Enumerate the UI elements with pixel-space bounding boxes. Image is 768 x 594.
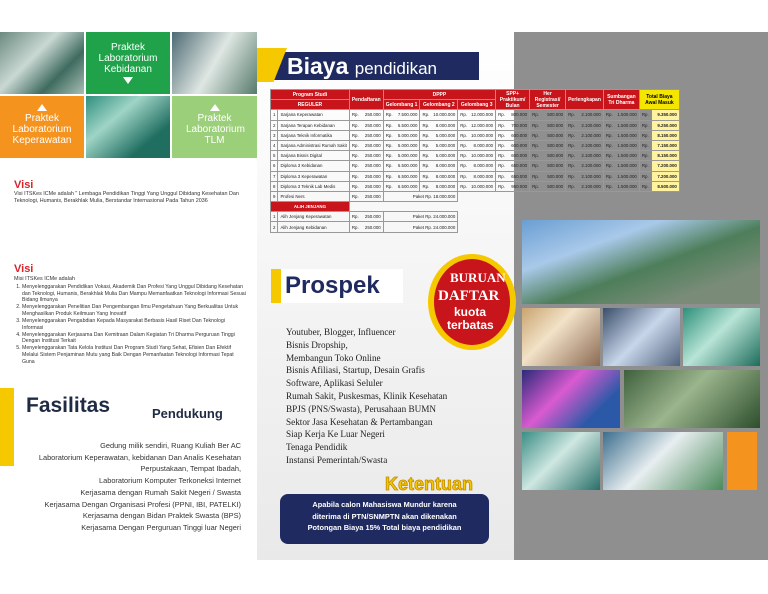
rp-label: Rp. [383,110,395,120]
arrow-down-icon [123,77,133,84]
fasilitas-item: Kerjasama dengan Rumah Sakit Negeri / Swasta [80,487,241,497]
table-row [271,171,680,181]
prospek-item: Tenaga Pendidik [286,442,348,453]
perlengkapan-value: 2.100.000 [578,171,604,181]
th-gel2: Gelombang 2 [420,100,458,110]
row-number: 8 [271,181,278,191]
rp-label: Rp. [349,191,361,201]
biaya-title [287,53,437,80]
kuota-text: kuota [454,305,487,319]
prospek-item: BPJS (PNS/Swasta), Perusahaan BUMN [286,403,437,414]
orange-accent [727,432,757,490]
fasilitas-item: Perpustakaan, Tempat Ibadah, [140,464,241,474]
spp-value: 650.000 [508,171,530,181]
misi-title: Visi [14,263,34,275]
event-photo [522,370,620,428]
fasilitas-item: Gedung milik sendiri, Ruang Kuliah Ber AC [100,441,241,450]
student-photo-2 [603,308,680,366]
program-name: Diploma 3 Keperawatan [278,171,349,181]
rp-label: Rp. [458,120,469,130]
lab-photo-2 [172,32,257,94]
table-row [271,140,680,150]
rp-label: Rp. [420,161,431,171]
rp-label: Rp. [420,140,431,150]
pendaftaran-value: 250.000 [361,171,383,181]
row-number: 4 [271,140,278,150]
student-photo-3 [683,308,760,366]
rp-label: Rp. [349,130,361,140]
rp-label: Rp. [603,181,615,191]
tri-dharma-value: 1.500.000 [615,120,639,130]
spp-value: 950.000 [508,181,530,191]
spp-value: 800.000 [508,110,530,120]
rp-label: Rp. [349,110,361,120]
prospek-item: Youtuber, Blogger, Influencer [286,327,396,337]
gelombang1-value: 6.500.000 [395,120,420,130]
spp-value: 600.000 [508,130,530,140]
rp-label: Rp. [603,120,615,130]
prospek-item: Siap Kerja Ke Luar Negeri [286,429,385,440]
misi-item: 4. Menyelenggarakan Kerjasama Dan Kemitraan Dalam Kegiatan Tri Dharma Perguruan Tinggi Dengan Institusi Terkait [22,332,246,345]
prospek-title: Prospek [285,272,380,299]
rp-label: Rp. [458,140,469,150]
perlengkapan-value: 2.100.000 [578,120,604,130]
perlengkapan-value: 2.100.000 [578,140,604,150]
perlengkapan-value: 2.100.000 [578,130,604,140]
paket-value: Paket Rp. 18.000.000 [383,191,458,201]
rp-label: Rp. [603,151,615,161]
fee-table-body [271,110,680,232]
total-value: 7.200.000 [652,161,679,171]
ketentuan-line: Potongan Biaya 15% Total biaya pendidikan [307,523,462,532]
misi-item: 2. Menyelenggarakan Penelitian Dan Pengembangan Ilmu Pengetahuan Yang Berkualitas Untuk Menghasilkan Produk Keilmuan Yang Inovatif [22,304,246,317]
rp-label: Rp. [383,161,395,171]
fasilitas-item: Laboratorium Keperawatan, kebidanan Dan Analis Kesehatan [38,452,241,462]
gelombang3-value: 10.000.000 [469,181,495,191]
table-row [271,110,680,120]
her-value: 500.000 [542,161,565,171]
her-value: 500.000 [542,140,565,150]
rp-label: Rp. [458,110,469,120]
program-name: Diploma 3 Kebidanan [278,161,349,171]
rp-label: Rp. [349,212,361,222]
gelombang1-value: 6.500.000 [395,181,420,191]
rp-label: Rp. [566,140,578,150]
total-value: 7.150.000 [652,140,679,150]
tri-dharma-value: 1.500.000 [615,161,639,171]
rp-label: Rp. [603,130,615,140]
arrow-up-icon [210,104,220,111]
rp-label: Rp. [349,151,361,161]
rp-label: Rp. [530,171,543,181]
gelombang2-value: 5.000.000 [431,140,457,150]
row-number: 6 [271,161,278,171]
her-value: 500.000 [542,151,565,161]
row-number: 9 [271,191,278,201]
rp-label: Rp. [496,110,508,120]
gelombang3-value: 12.000.000 [469,120,495,130]
alih-jenjang-label: ALIH JENJANG [271,202,350,212]
her-value: 500.000 [542,120,565,130]
rp-label: Rp. [603,140,615,150]
gelombang2-value: 10.000.000 [431,110,457,120]
rp-label: Rp. [349,171,361,181]
fasilitas-item: Laboratorium Komputer Terkoneksi Internet [98,476,241,486]
gelombang2-value: 8.000.000 [431,181,457,191]
th-her: Her Registrasi/ Semester [530,90,566,110]
rp-label: Rp. [383,151,395,161]
th-sumbangan: Sumbangan Tri Dharma [603,90,639,110]
misi-item: 1. Menyelenggarakan Pendidikan Vokasi, Akademik Dan Profesi Yang Unggul Dibidang Kesehatan dan Teknologi, Humanis, Berakhlak Mulia Dan Mampu Memanfaatkan Teknologi Informasi Sesuai Bidang Ilmunya [22,284,246,304]
prospek-item: Rumah Sakit, Puskesmas, Klinik Kesehatan [286,390,448,401]
tri-dharma-value: 1.500.000 [615,151,639,161]
program-name: Sarjana Terapan Kebidanan [278,120,349,130]
rp-label: Rp. [639,151,652,161]
th-program: Program Studi [271,90,350,100]
spp-value: 600.000 [508,140,530,150]
rp-label: Rp. [566,120,578,130]
rp-label: Rp. [349,181,361,191]
rp-label: Rp. [603,161,615,171]
row-number: 3 [271,130,278,140]
prospek-list [286,326,447,467]
rp-label: Rp. [383,120,395,130]
th-perlengkapan: Perlengkapan [566,90,604,110]
fasilitas-title: Fasilitas [26,394,111,417]
gelombang3-value: 8.000.000 [469,161,495,171]
pendaftaran-value: 250.000 [361,140,383,150]
table-row [271,181,680,191]
gelombang3-value: 10.000.000 [469,151,495,161]
program-name: Alih Jenjang Kebidanan [278,222,349,232]
gelombang3-value: 10.000.000 [469,130,495,140]
program-name: Diploma 3 Teknik Lab Medis [278,181,349,191]
rp-label: Rp. [603,110,615,120]
tile-praktek-tlm [172,96,257,158]
rp-label: Rp. [496,151,508,161]
rp-label: Rp. [458,171,469,181]
gelombang2-value: 5.000.000 [431,130,457,140]
ketentuan-box [280,494,489,544]
rp-label: Rp. [420,181,431,191]
lab-photo-4 [522,432,600,490]
pendaftaran-value: 250.000 [361,130,383,140]
left-panel [0,32,257,560]
pendukung-title: Pendukung [152,406,223,421]
tile-praktek-tlm-label: Praktek Laboratorium TLM [186,113,245,146]
program-name: Sarjana Administrasi Rumah Sakit [278,140,349,150]
rp-label: Rp. [530,140,543,150]
fee-table [270,89,680,233]
her-value: 500.000 [542,181,565,191]
rp-label: Rp. [530,151,543,161]
perlengkapan-value: 2.100.000 [578,161,604,171]
rp-label: Rp. [496,181,508,191]
pendaftaran-value: 250.000 [361,212,383,222]
rp-label: Rp. [530,120,543,130]
program-name: Alih Jenjang Keperawatan [278,212,349,222]
rp-label: Rp. [458,181,469,191]
prospek-item: Software, Aplikasi Seluler [286,378,383,389]
rp-label: Rp. [566,171,578,181]
gelombang2-value: 8.000.000 [431,171,457,181]
th-reguler: REGULER [271,100,350,110]
rp-label: Rp. [639,171,652,181]
rp-label: Rp. [566,130,578,140]
gelombang1-value: 6.500.000 [395,171,420,181]
table-row [271,191,680,201]
pendaftaran-value: 250.000 [361,151,383,161]
rp-label: Rp. [420,110,431,120]
table-row [271,120,680,130]
fasilitas-item: Kerjasama dengan Bidan Praktek Swasta (BPS) [82,511,241,521]
rp-label: Rp. [383,140,395,150]
program-name: Sarjana Keperawatan [278,110,349,120]
tri-dharma-value: 1.500.000 [615,171,639,181]
table-row [271,222,680,232]
total-value: 8.150.000 [652,151,679,161]
program-name: Sarjana Teknik Informatika [278,130,349,140]
ketentuan-title: Ketentuan [385,474,474,494]
visi-title: Visi [14,179,34,191]
rp-label: Rp. [496,171,508,181]
her-value: 500.000 [542,171,565,181]
rp-label: Rp. [420,171,431,181]
rp-label: Rp. [639,181,652,191]
buruan-text: BURUAN [450,270,506,285]
tri-dharma-value: 1.500.000 [615,130,639,140]
pendaftaran-value: 250.000 [361,110,383,120]
gelombang1-value: 5.000.000 [395,130,420,140]
rp-label: Rp. [458,151,469,161]
paket-value: Paket Rp. 24.000.000 [383,222,458,232]
gelombang1-value: 5.000.000 [395,140,420,150]
gelombang1-value: 6.500.000 [395,161,420,171]
rp-label: Rp. [349,120,361,130]
table-row [271,212,680,222]
ketentuan-line: Apabila calon Mahasiswa Mundur karena [312,500,457,509]
prospek-item: Sektor Jasa Kesehatan & Pertambangan [286,416,433,427]
total-value: 8.150.000 [652,130,679,140]
student-photo-1 [522,308,600,366]
th-gel1: Gelombang 1 [383,100,420,110]
rp-label: Rp. [639,110,652,120]
th-total: Total Biaya Awal Masuk [639,90,679,110]
rp-label: Rp. [458,161,469,171]
rp-label: Rp. [349,140,361,150]
rp-label: Rp. [420,130,431,140]
rp-label: Rp. [496,161,508,171]
tri-dharma-value: 1.500.000 [615,140,639,150]
biaya-title-main: Biaya [287,53,349,79]
rp-label: Rp. [496,140,508,150]
tile-praktek-kebidanan-label: Praktek Laboratorium Kebidanan [98,42,158,75]
rp-label: Rp. [530,130,543,140]
alih-jenjang-header-row [271,202,680,212]
tile-praktek-keperawatan [0,96,84,158]
rp-label: Rp. [530,161,543,171]
total-value: 9.250.000 [652,120,679,130]
rp-label: Rp. [496,130,508,140]
spp-value: 650.000 [508,161,530,171]
fasilitas-item: Kerjasama Dengan Perguruan Tinggi luar Negeri [81,522,241,532]
perlengkapan-value: 2.100.000 [578,181,604,191]
her-value: 500.000 [542,130,565,140]
paket-value: Paket Rp. 24.000.000 [383,212,458,222]
th-spp: SPP+ Praktikum/ Bulan [496,90,530,110]
fasilitas-list [1,440,241,534]
lab-photo-1 [0,32,84,94]
table-row [271,161,680,171]
program-name: Sarjana Bisnis Digital [278,151,349,161]
misi-item: 5. Menyelenggarakan Tata Kelola Institusi Dan Program Studi Yang Sehat, Efisien Dan Efektif Melalui Sistem Penjaminan Mutu yang Baik Dengan Pemanfaatan Teknologi Informasi Tepat Guna [22,345,246,365]
row-number: 2 [271,120,278,130]
gelombang1-value: 5.000.000 [395,151,420,161]
gelombang3-value: 8.000.000 [469,171,495,181]
tri-dharma-value: 1.500.000 [615,181,639,191]
fasilitas-item: Kerjasama Dengan Organisasi Profesi (PPNI, IBI, PATELKI) [44,499,241,509]
rp-label: Rp. [566,151,578,161]
perlengkapan-value: 2.100.000 [578,110,604,120]
total-value: 9.350.000 [652,110,679,120]
rp-label: Rp. [639,130,652,140]
tile-praktek-kebidanan [86,32,170,94]
gelombang2-value: 8.000.000 [431,161,457,171]
pendaftaran-value: 250.000 [361,161,383,171]
daftar-text: DAFTAR [438,288,500,304]
ketentuan-line: diterima di PTN/SNMPTN akan dikenakan [312,511,457,521]
prospek-item: Instansi Pemerintah/Swasta [286,454,388,465]
rp-label: Rp. [566,110,578,120]
pendaftaran-value: 250.000 [361,120,383,130]
misi-item: 3. Menyelenggarakan Pengabdian Kepada Masyarakat Berbasis Hasil Riset Dan Teknologi Informasi [22,318,246,331]
rp-label: Rp. [496,120,508,130]
rp-label: Rp. [566,181,578,191]
gelombang3-value: 8.000.000 [469,140,495,150]
pendaftaran-value: 250.000 [361,222,383,232]
th-pendaftaran: Pendaftaran [349,90,383,110]
visi-text: Visi ITSKes ICMe adalah " Lembaga Pendidikan Tinggi Yang Unggul Dibidang Kesehatan Dan Teknologi, Humanis, Berakhlak Mulia, Berstandar Internasional Pada Tahun 2036 [14,191,239,204]
gelombang1-value: 7.500.000 [395,110,420,120]
table-row [271,151,680,161]
spp-value: 700.000 [508,120,530,130]
prospek-item: Bisnis Dropship, [286,339,348,350]
row-number: 5 [271,151,278,161]
row-number: 1 [271,110,278,120]
program-name: Profesi Ners [278,191,349,201]
total-value: 8.500.000 [652,181,679,191]
terbatas-text: terbatas [447,318,494,332]
rp-label: Rp. [349,222,361,232]
prospek-item: Bisnis Afiliasi, Startup, Desain Grafis [286,365,425,376]
rp-label: Rp. [383,181,395,191]
spp-value: 600.000 [508,151,530,161]
rp-label: Rp. [566,161,578,171]
misi-intro: Misi ITSKes ICMe adalah [14,276,75,282]
rp-label: Rp. [383,171,395,181]
arrow-up-icon [37,104,47,111]
gelombang2-value: 8.000.000 [431,120,457,130]
row-number: 7 [271,171,278,181]
ceremony-photo [603,432,723,490]
gelombang3-value: 12.000.000 [469,110,495,120]
group-photo [624,370,760,428]
rp-label: Rp. [639,120,652,130]
table-row [271,130,680,140]
tile-praktek-keperawatan-label: Praktek Laboratorium Keperawatan [12,113,72,146]
gelombang2-value: 5.000.000 [431,151,457,161]
pendaftaran-value: 250.000 [361,181,383,191]
biaya-title-sub: pendidikan [354,59,438,78]
rp-label: Rp. [383,130,395,140]
total-value: 7.200.000 [652,171,679,181]
row-number: 1 [271,212,278,222]
rp-label: Rp. [639,161,652,171]
rp-label: Rp. [349,161,361,171]
misi-list [14,284,246,366]
rp-label: Rp. [420,120,431,130]
rp-label: Rp. [639,140,652,150]
rp-label: Rp. [530,110,543,120]
her-value: 500.000 [542,110,565,120]
tri-dharma-value: 1.500.000 [615,110,639,120]
rp-label: Rp. [530,181,543,191]
pendaftaran-value: 250.000 [361,191,383,201]
lab-photo-3 [86,96,170,158]
th-gel3: Gelombang 3 [458,100,496,110]
th-dppp: DPPP [383,90,495,100]
perlengkapan-value: 2.100.000 [578,151,604,161]
rp-label: Rp. [458,130,469,140]
rp-label: Rp. [603,171,615,181]
row-number: 2 [271,222,278,232]
rp-label: Rp. [420,151,431,161]
prospek-item: Membangun Toko Online [286,352,381,363]
